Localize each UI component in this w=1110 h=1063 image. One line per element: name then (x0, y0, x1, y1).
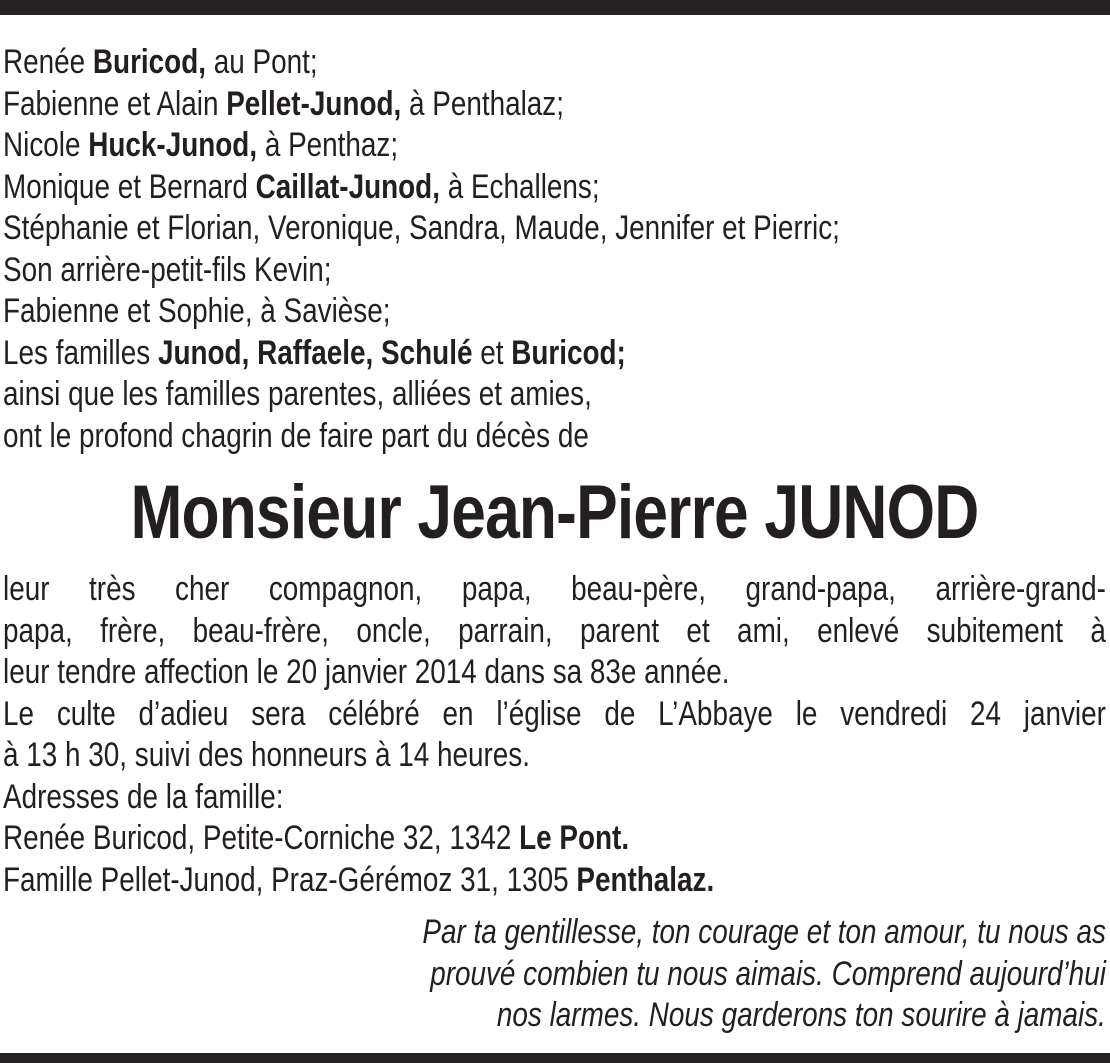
deceased-name-title: Monsieur Jean-Pierre JUNOD (130, 470, 979, 555)
family-intro-line: ont le profond chagrin de faire part du décès de (3, 416, 589, 455)
family-intro-line: Nicole Huck-Junod, à Penthaz; (3, 126, 399, 164)
ceremony-line: à 13 h 30, suivi des honneurs à 14 heures. (3, 736, 530, 774)
notice-content (3, 15, 1106, 1037)
top-border-rule (0, 0, 1110, 15)
quote-line: nos larmes. Nous garderons ton sourire à jamais. (496, 996, 1106, 1034)
family-intro-line: Les familles Junod, Raffaele, Schulé et Buricod; (3, 333, 626, 372)
tribute-line: papa, frère, beau-frère, oncle, parrain, parent et ami, enlevé subitement à (3, 611, 1106, 650)
address-line: Renée Buricod, Petite-Corniche 32, 1342 Le Pont. (3, 819, 630, 857)
bottom-border-rule (0, 1053, 1110, 1063)
family-intro-line: Son arrière-petit-fils Kevin; (3, 250, 332, 289)
memorial-quote (3, 912, 1106, 1037)
ceremony-line: Le culte d’adieu sera célébré en l’église de L’Abbaye le vendredi 24 janvier (3, 694, 1106, 733)
family-intro-list (3, 42, 1106, 457)
family-intro-line: Fabienne et Alain Pellet-Junod, à Penthalaz; (3, 84, 565, 123)
address-line: Adresses de la famille: (3, 777, 284, 816)
tribute-line: leur très cher compagnon, papa, beau-père, grand-papa, arrière-grand- (3, 570, 1106, 608)
family-intro-line: Fabienne et Sophie, à Savièse; (3, 292, 391, 330)
tribute-line: leur tendre affection le 20 janvier 2014 dans sa 83e année. (3, 653, 730, 691)
quote-line: prouvé combien tu nous aimais. Comprend aujourd’hui (430, 954, 1106, 993)
family-intro-line: Stéphanie et Florian, Veronique, Sandra, Maude, Jennifer et Pierric; (3, 209, 840, 247)
tribute-paragraph (3, 569, 1106, 694)
quote-line: Par ta gentillesse, ton courage et ton amour, tu nous as (422, 913, 1106, 951)
ceremony-paragraph (3, 694, 1106, 777)
family-intro-line: Renée Buricod, au Pont; (3, 43, 318, 81)
family-intro-line: ainsi que les familles parentes, alliées et amies, (3, 375, 592, 413)
family-intro-line: Monique et Bernard Caillat-Junod, à Echallens; (3, 167, 600, 206)
address-line: Famille Pellet-Junod, Praz-Gérémoz 31, 1305 Penthalaz. (3, 860, 715, 899)
addresses-section (3, 777, 1106, 902)
